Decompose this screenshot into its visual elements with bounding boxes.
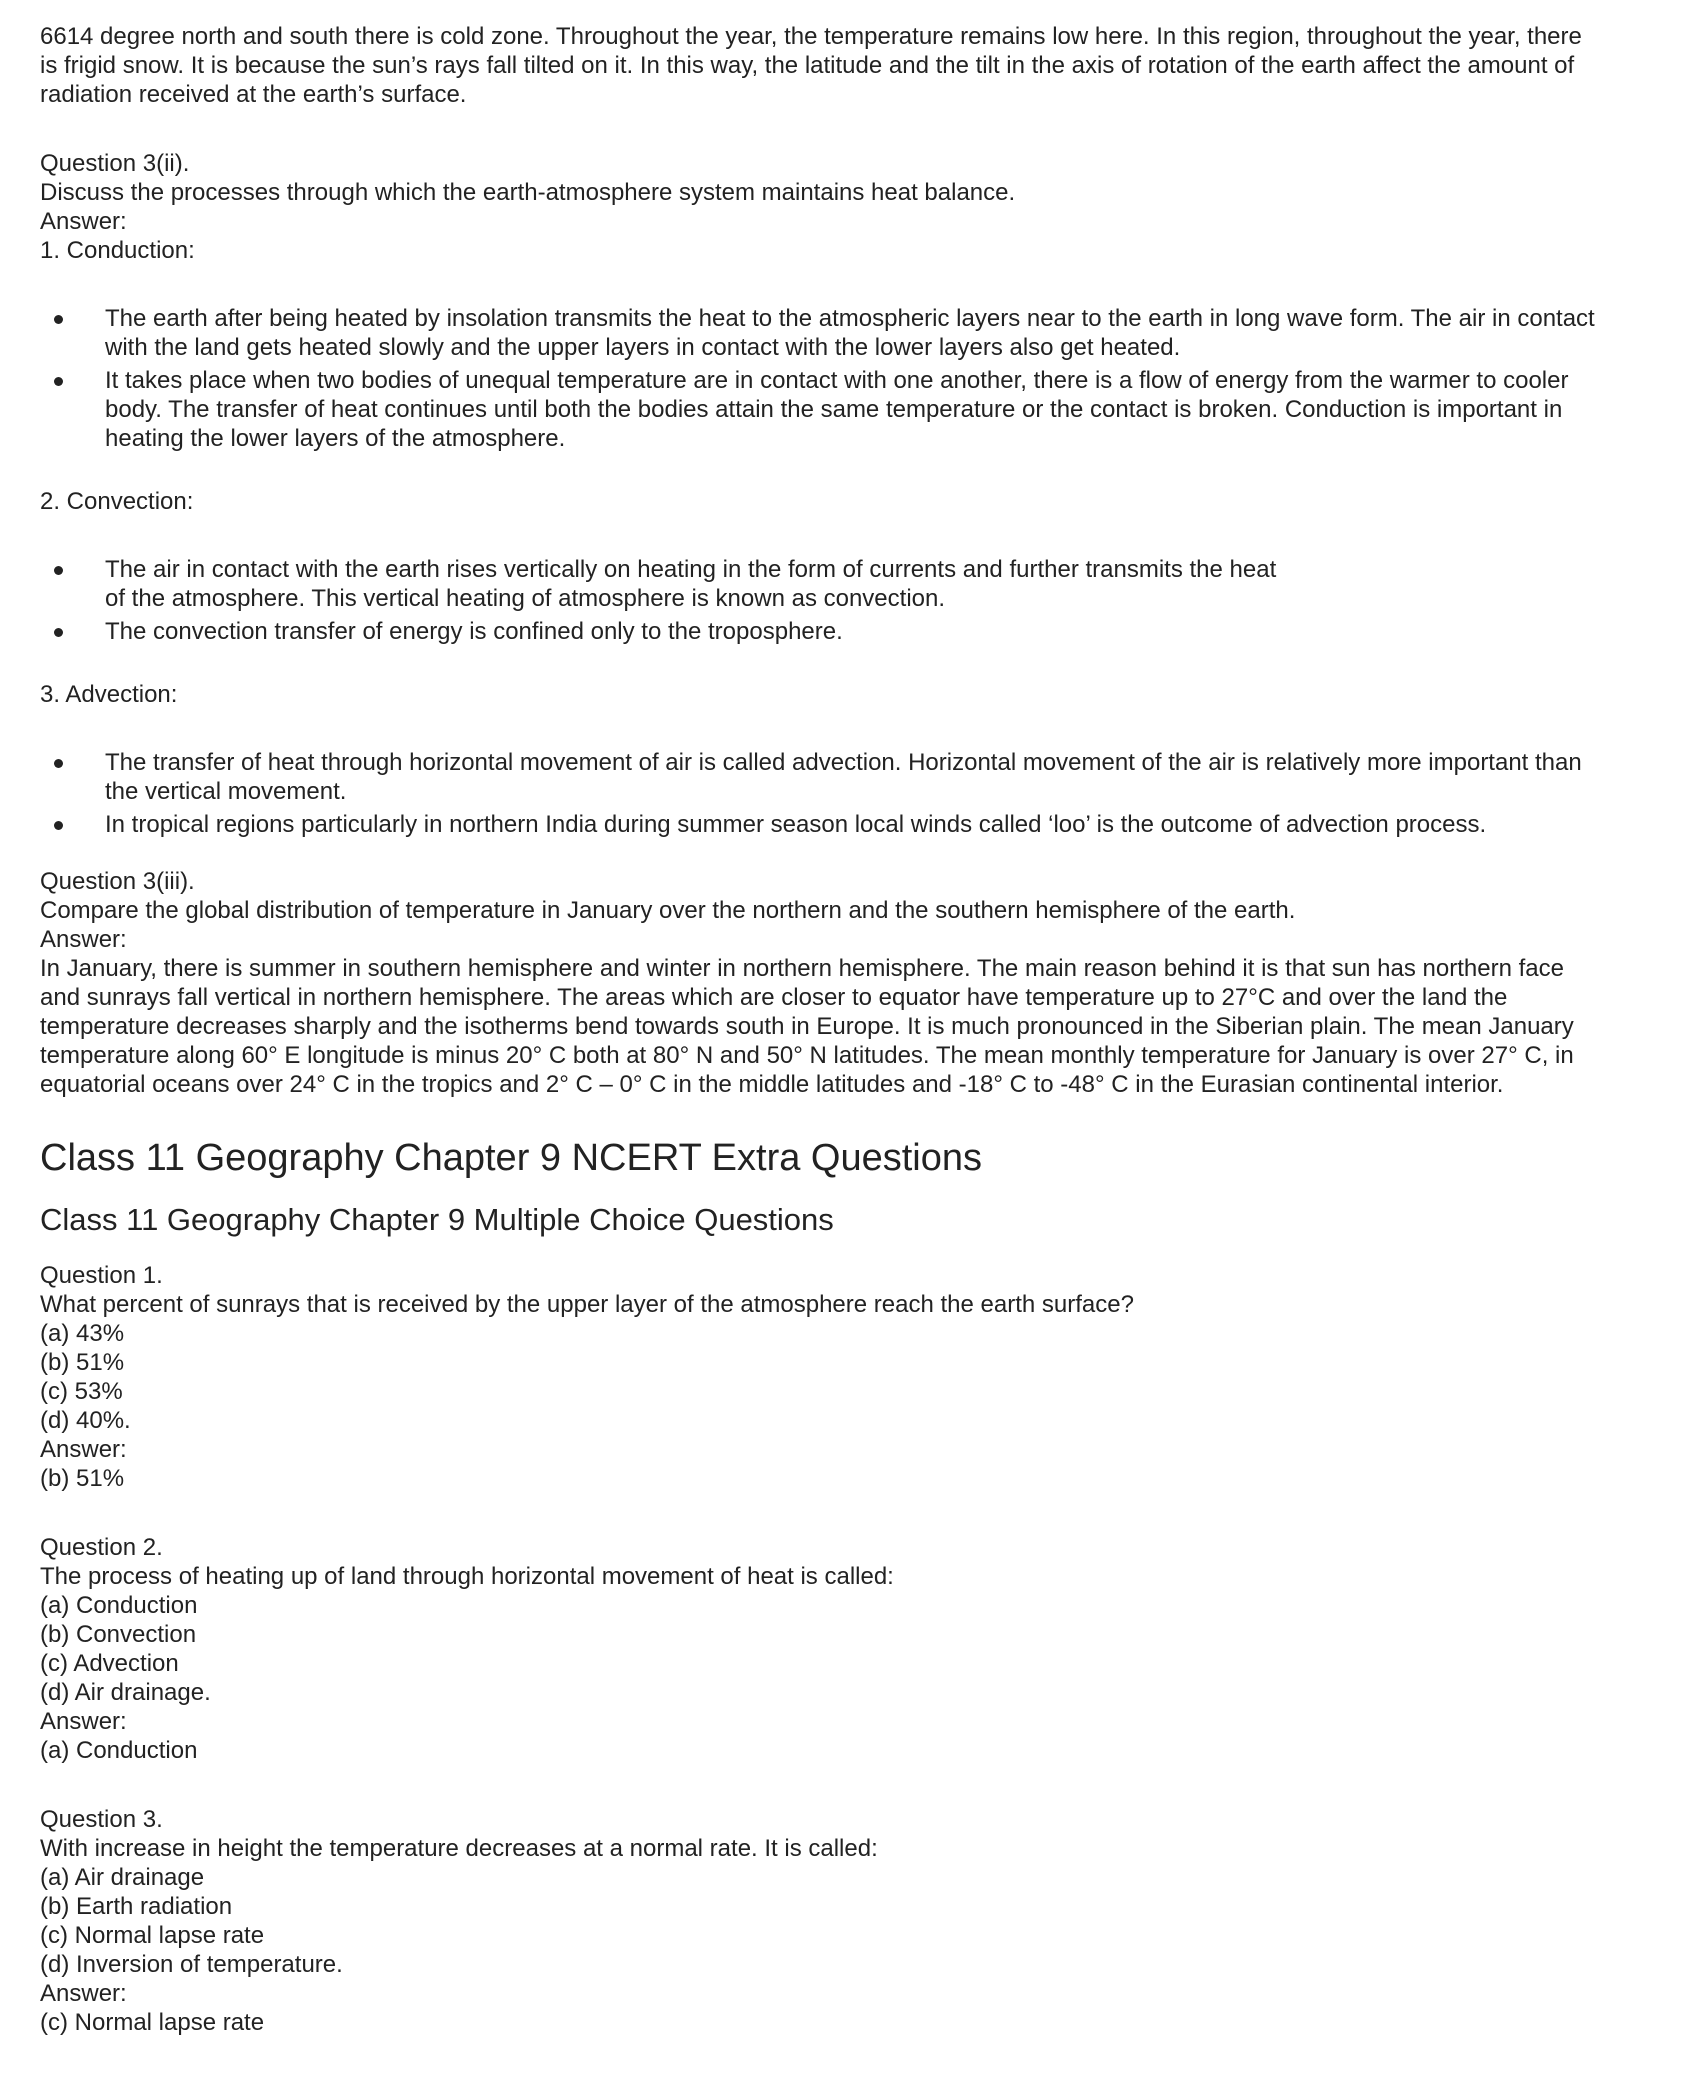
intro-paragraph [40,22,1670,109]
section-title-advection: 3. Advection: [40,681,178,708]
text-line: It takes place when two bodies of unequal temperature are in contact with one another, there is a flow of energy from the warmer to cooler [105,367,1569,394]
answer-label: Answer: [40,926,127,953]
option-d: (d) 40%. [40,1407,131,1434]
question-text: Compare the global distribution of temperature in January over the northern and the southern hemisphere of the earth. [40,897,1296,924]
question-label: Question 3(iii). [40,868,195,895]
option-a: (a) Air drainage [40,1864,205,1891]
mcq-question-1 [40,1261,1670,1493]
question-text: The process of heating up of land through horizontal movement of heat is called: [40,1563,894,1590]
text-line: radiation received at the earth’s surface. [40,81,467,108]
document-page [40,22,1670,2037]
question-text: With increase in height the temperature decreases at a normal rate. It is called: [40,1835,878,1862]
question-label: Question 2. [40,1534,163,1561]
section-heading: Class 11 Geography Chapter 9 NCERT Extra Questions [40,1137,983,1179]
bullet-icon [54,315,63,324]
list-item [40,617,1670,646]
option-c: (c) Advection [40,1650,179,1677]
convection-bullet-list [40,555,1670,646]
answer-label: Answer: [40,1708,127,1735]
question-text: What percent of sunrays that is received by the upper layer of the atmosphere reach the earth surface? [40,1291,1134,1318]
option-d: (d) Air drainage. [40,1679,211,1706]
text-line: and sunrays fall vertical in northern hemisphere. The areas which are closer to equator have temperature up to 27°C and over the land the [40,984,1508,1011]
answer-value: (c) Normal lapse rate [40,2009,265,2036]
option-b: (b) 51% [40,1349,125,1376]
question-text: Discuss the processes through which the earth-atmosphere system maintains heat balance. [40,179,1016,206]
text-line: heating the lower layers of the atmosphere. [105,425,566,452]
bullet-icon [54,821,63,830]
text-line: the vertical movement. [105,778,347,805]
question-label: Question 1. [40,1262,163,1289]
bullet-icon [54,566,63,575]
section-title-conduction: 1. Conduction: [40,237,195,264]
text-line: The earth after being heated by insolation transmits the heat to the atmospheric layers near to the earth in long wave form. The air in contact [105,305,1595,332]
text-line: The convection transfer of energy is confined only to the troposphere. [105,618,843,645]
option-a: (a) 43% [40,1320,125,1347]
section-title-convection: 2. Convection: [40,488,194,515]
text-line: equatorial oceans over 24° C in the tropics and 2° C – 0° C in the middle latitudes and -18° C to -48° C in the Eurasian continental interior. [40,1071,1504,1098]
text-line: In January, there is summer in southern hemisphere and winter in northern hemisphere. The main reason behind it is that sun has northern face [40,955,1564,982]
text-line: The air in contact with the earth rises vertically on heating in the form of currents and further transmits the heat [105,556,1277,583]
option-c: (c) 53% [40,1378,123,1405]
list-item [40,810,1670,839]
bullet-icon [54,759,63,768]
option-c: (c) Normal lapse rate [40,1922,265,1949]
answer-label: Answer: [40,1980,127,2007]
bullet-icon [54,628,63,637]
text-line: In tropical regions particularly in northern India during summer season local winds called ‘loo’ is the outcome of advection process. [105,811,1487,838]
text-line: of the atmosphere. This vertical heating of atmosphere is known as convection. [105,585,946,612]
option-d: (d) Inversion of temperature. [40,1951,343,1978]
question-label: Question 3. [40,1806,163,1833]
answer-value: (b) 51% [40,1465,125,1492]
mcq-question-3 [40,1805,1670,2037]
list-item [40,555,1670,613]
list-item [40,748,1670,806]
text-line: The transfer of heat through horizontal movement of air is called advection. Horizontal movement of the air is relatively more important than [105,749,1582,776]
question-3ii [40,149,1670,839]
list-item [40,304,1670,362]
answer-label: Answer: [40,208,127,235]
text-line: is frigid snow. It is because the sun’s rays fall tilted on it. In this way, the latitude and the tilt in the axis of rotation of the earth affect the amount of [40,52,1575,79]
question-3iii [40,867,1670,1099]
option-a: (a) Conduction [40,1592,198,1619]
answer-paragraph [40,954,1670,1099]
text-line: temperature along 60° E longitude is minus 20° C both at 80° N and 50° N latitudes. The mean monthly temperature for January is over 27° C, in [40,1042,1574,1069]
list-item [40,366,1670,453]
text-line: temperature decreases sharply and the isotherms bend towards south in Europe. It is much pronounced in the Siberian plain. The mean January [40,1013,1574,1040]
bullet-icon [54,377,63,386]
text-line: body. The transfer of heat continues until both the bodies attain the same temperature or the contact is broken. Conduction is important in [105,396,1563,423]
advection-bullet-list [40,748,1670,839]
answer-value: (a) Conduction [40,1737,198,1764]
option-b: (b) Earth radiation [40,1893,233,1920]
mcq-question-2 [40,1533,1670,1765]
conduction-bullet-list [40,304,1670,453]
answer-label: Answer: [40,1436,127,1463]
text-line: with the land gets heated slowly and the upper layers in contact with the lower layers also get heated. [105,334,1181,361]
section-subheading: Class 11 Geography Chapter 9 Multiple Choice Questions [40,1202,834,1237]
option-b: (b) Convection [40,1621,197,1648]
question-label: Question 3(ii). [40,150,190,177]
text-line: 6614 degree north and south there is cold zone. Throughout the year, the temperature remains low here. In this region, throughout the year, there [40,23,1582,50]
